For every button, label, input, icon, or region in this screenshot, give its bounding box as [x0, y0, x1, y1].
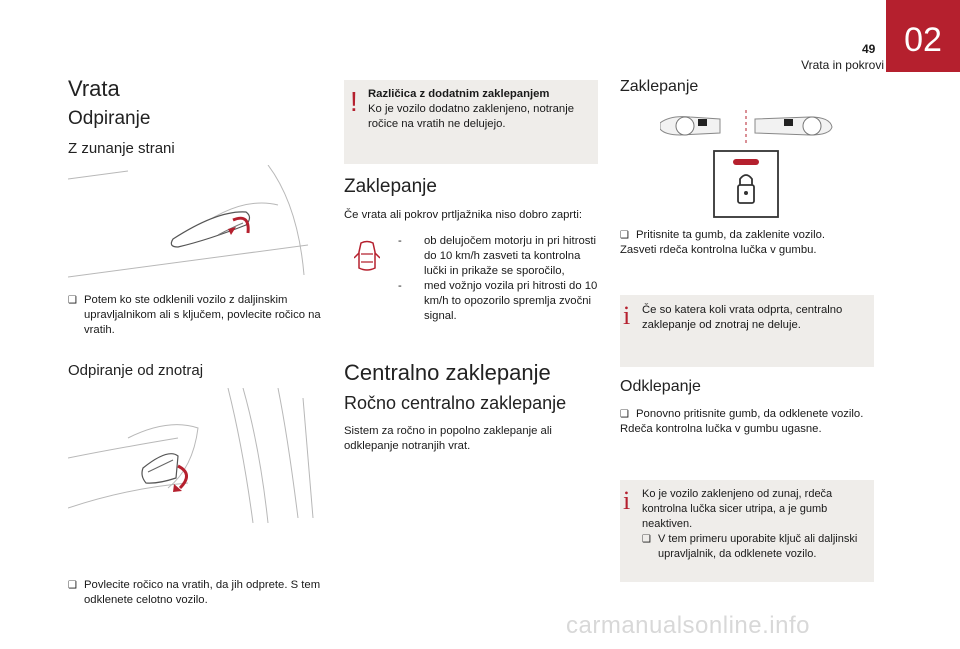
subsection-znotraj: Odpiranje od znotraj — [68, 362, 204, 379]
warning-exclamation-icon: ! — [350, 86, 358, 117]
subsection-zunanje: Z zunanje strani — [68, 140, 175, 157]
lock-press-instruction — [620, 228, 876, 243]
section-odklepanje: Odklepanje — [620, 378, 701, 395]
interior-instruction-text: Povlecite ročico na vratih, da jih odprete. S tem odklenete celotno vozilo. — [84, 579, 321, 606]
warning-box — [344, 80, 598, 164]
list-item-text: med vožnjo vozila pri hitrosti do 10 km/h to opozorilo spremlja zvočni signal. — [424, 280, 598, 322]
checkbox-bullet-icon: ❑ — [68, 295, 77, 306]
checkbox-bullet-icon: ❑ — [620, 409, 629, 420]
warning-title: Različica z dodatnim zaklepanjem — [368, 88, 550, 100]
exterior-instruction — [68, 293, 340, 338]
info-box-2-bullet-text: V tem primeru uporabite ključ ali daljinski upravljalnik, da odklenete vozilo. — [658, 533, 858, 560]
checkbox-bullet-icon: ❑ — [620, 230, 629, 241]
chapter-tab — [886, 0, 960, 72]
unlock-press-text: Ponovno pritisnite gumb, da odklenete vozilo. — [636, 408, 864, 420]
info-box-2-bullet — [642, 532, 870, 562]
door-open-warning-icon — [354, 240, 380, 274]
lock-light-text: Zasveti rdeča kontrolna lučka v gumbu. — [620, 244, 817, 256]
unlock-instructions — [620, 407, 876, 437]
unlock-light-text: Rdeča kontrolna lučka v gumbu ugasne. — [620, 423, 822, 435]
chapter-title: Vrata in pokrovi — [801, 58, 884, 72]
warning-text: Ko je vozilo dodatno zaklenjeno, notranje ročice na vratih ne delujejo. — [368, 103, 574, 130]
list-item: - ob delujočem motorju in pri hitrosti do 10 km/h zasveti ta kontrolna lučki in prikaže se sporočilo, — [398, 235, 597, 277]
section-zaklepanje: Zaklepanje — [620, 78, 699, 95]
section-odpiranje: Odpiranje — [68, 108, 151, 129]
unlock-press-instruction — [620, 407, 876, 422]
info-box-2-text: Ko je vozilo zaklenjeno od zunaj, rdeča kontrolna lučka sicer utripa, a je gumb neaktiven. — [642, 488, 833, 530]
section-rocno: Ročno centralno zaklepanje — [344, 393, 567, 413]
page-number: 49 — [862, 42, 876, 56]
list-item-text: ob delujočem motorju in pri hitrosti do 10 km/h zasveti ta kontrolna lučki in prikaže se sporočilo, — [424, 235, 597, 277]
info-icon: i — [623, 486, 631, 515]
chapter-number: 02 — [904, 21, 942, 59]
manual-text: Sistem za ročno in popolno zaklepanje ali odklepanje notranjih vrat. — [344, 425, 552, 452]
info-box-1-text: Če so katera koli vrata odprta, centralno zaklepanje od znotraj ne deluje. — [642, 304, 843, 331]
exterior-door-handle-illustration — [68, 165, 324, 280]
page-title: Vrata — [68, 76, 120, 101]
section-centralno: Centralno zaklepanje — [344, 360, 551, 385]
zaklepanje-intro: Če vrata ali pokrov prtljažnika niso dobro zaprti: — [344, 209, 582, 221]
list-item: - med vožnjo vozila pri hitrosti do 10 km/h to opozorilo spremlja zvočni signal. — [398, 280, 598, 322]
info-icon: i — [623, 301, 631, 330]
watermark: carmanualsonline.info — [566, 612, 810, 639]
checkbox-bullet-icon: ❑ — [68, 580, 77, 591]
lock-press-text: Pritisnite ta gumb, da zaklenite vozilo. — [636, 229, 826, 241]
checkbox-bullet-icon: ❑ — [642, 534, 651, 545]
interior-instruction — [68, 578, 340, 608]
dashboard-lock-button-illustration — [660, 105, 835, 220]
section-zaklepanje-warning: Zaklepanje — [344, 176, 437, 197]
lock-instructions — [620, 228, 876, 258]
info-box-1 — [620, 295, 874, 367]
dash-list — [398, 234, 598, 324]
interior-door-handle-illustration — [68, 388, 324, 523]
info-box-2 — [620, 480, 874, 582]
exterior-instruction-text: Potem ko ste odklenili vozilo z daljinskim upravljalnikom ali s ključem, povlecite ročico na vratih. — [84, 294, 321, 336]
